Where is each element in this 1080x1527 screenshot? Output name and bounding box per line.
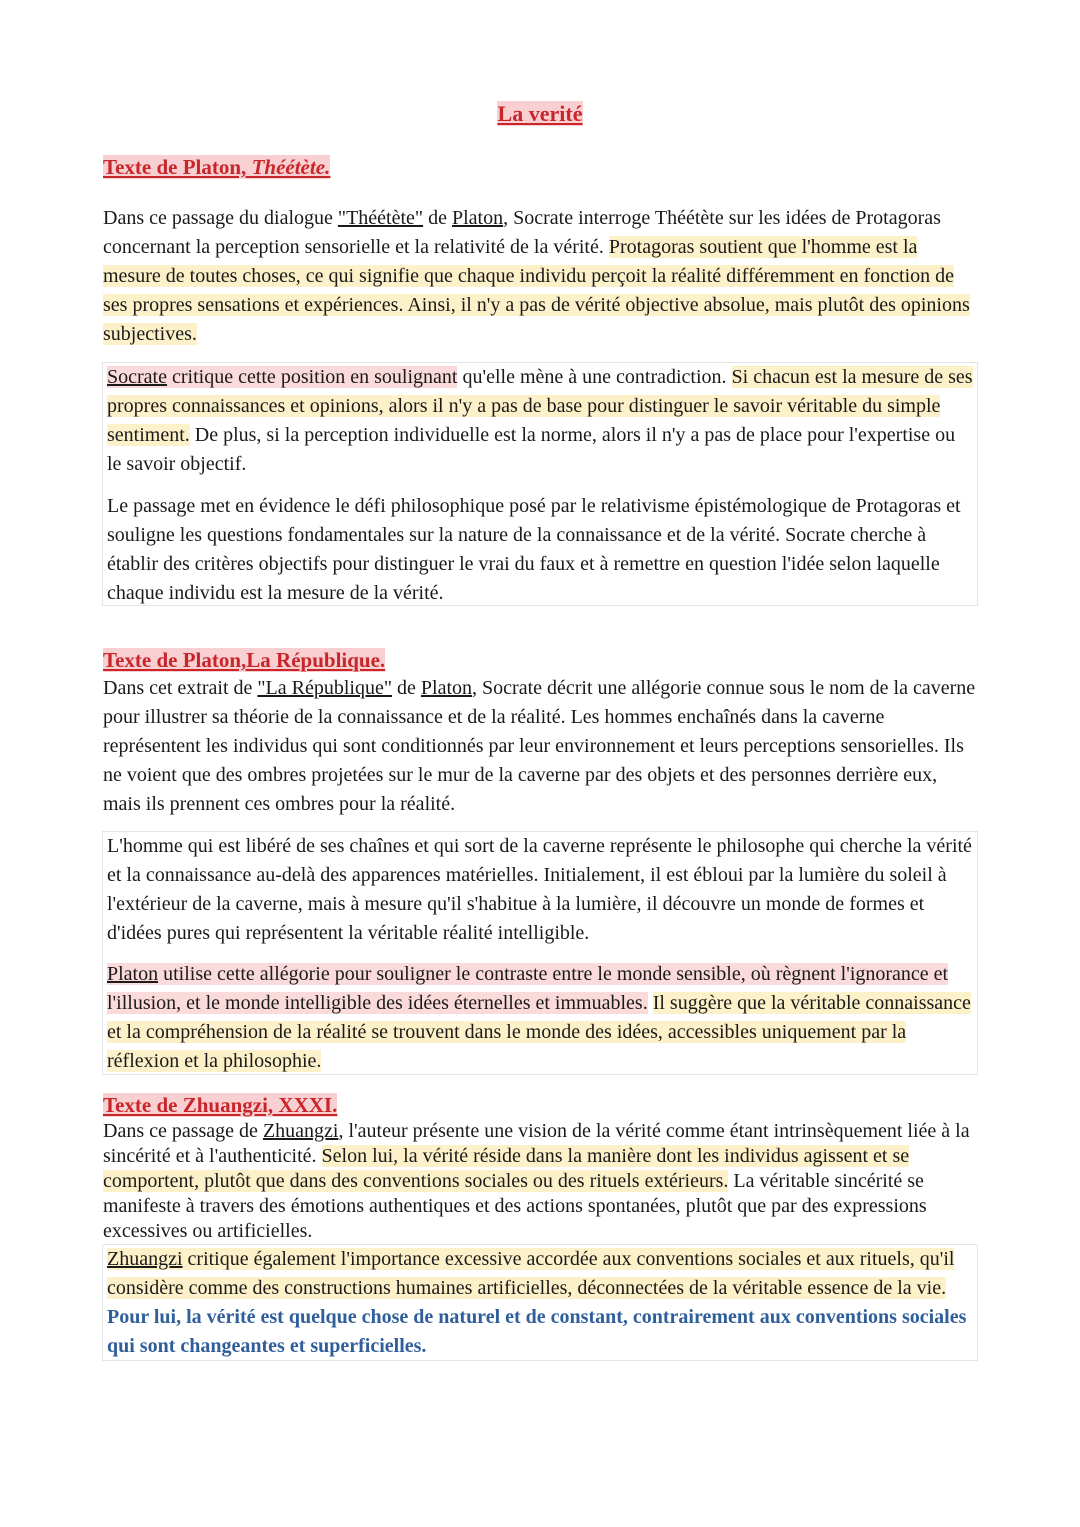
text-run: L'homme qui est libéré de ses chaînes et qui sort de la caverne représente le philosophe qui cherche la vérité et la connaissance au-delà des apparences matérielles. Initialement, il est ébloui par la lumière du soleil à l'extérieur de la caverne, mais à mesure qu'il s'habitue à la lumière, il découvre un monde de formes et d'idées pures qui représentent la véritable réalité intelligible. — [107, 835, 972, 944]
highlighted-text: Pour lui, la vérité est quelque chose de naturel et de constant, contrairement aux conventions sociales qui sont changeantes et superficielles. — [107, 1306, 967, 1357]
section-0-paragraphs — [103, 204, 978, 349]
paragraph — [107, 960, 973, 1076]
underlined-term: Socrate — [107, 366, 167, 388]
paragraph — [107, 832, 973, 948]
text-run: La véritable sincérité se manifeste à travers des émotions authentiques et des actions spontanées, plutôt que par des expressions excessives ou artificielles. — [103, 1170, 927, 1242]
text-run: , Socrate décrit une allégorie connue sous le nom de la caverne pour illustrer sa théorie de la connaissance et de la réalité. Les hommes enchaînés dans la caverne représentent les individus qui sont conditionnés par leur environnement et leurs perceptions sensorielles. Ils ne voient que des ombres projetées sur le mur de la caverne par des objets et des personnes derrière eux, mais ils prennent ces ombres pour la réalité. — [103, 677, 976, 815]
section-2-box — [102, 1244, 978, 1361]
highlighted-text: critique cette position en soulignant — [166, 366, 458, 388]
underlined-term: Zhuangzi — [262, 1120, 339, 1142]
document-title — [0, 101, 1080, 127]
paragraph — [103, 1119, 978, 1244]
text-run: Dans ce passage du dialogue — [103, 207, 338, 229]
paragraph — [103, 674, 978, 819]
underlined-term: Platon — [420, 677, 473, 699]
text-run — [648, 992, 653, 1014]
text-run: Le passage met en évidence le défi philosophique posé par le relativisme épistémologique de Protagoras et souligne les questions fondamentales sur la nature de la connaissance et de la vérité. Socrate cherche à établir des critères objectifs pour distinguer le vrai du faux et à remettre en question l'idée selon laquelle chaque individu est la mesure de la vérité. — [107, 495, 961, 604]
section-0-box — [102, 362, 978, 606]
highlighted-text: utilise cette allégorie pour souligner le contraste entre le monde sensible, où règnent l'ignorance et l'illusion, et le monde intelligible des idées éternelles et immuables. — [107, 963, 949, 1014]
text-run: Dans ce passage de — [103, 1120, 263, 1142]
paragraph — [107, 363, 973, 479]
underlined-term: Platon — [451, 207, 504, 229]
underlined-term: Zhuangzi — [107, 1248, 183, 1270]
text-run: De plus, si la perception individuelle est la norme, alors il n'y a pas de place pour l'expertise ou le savoir objectif. — [107, 424, 956, 475]
underlined-term: "Théétète" — [337, 207, 424, 229]
text-run: Dans cet extrait de — [103, 677, 258, 699]
section-heading-theetete — [103, 155, 330, 180]
paragraph — [107, 492, 973, 608]
section-2-paragraphs — [103, 1119, 978, 1244]
heading-text: Texte de Platon,La République. — [103, 648, 386, 672]
text-run: , l'auteur présente une vision de la vérité comme étant intrinsèquement liée à la sincérité et à l'authenticité. — [103, 1120, 970, 1167]
section-heading-republique — [103, 648, 385, 673]
section-1-paragraphs — [103, 674, 978, 819]
heading-italic-text: Théétète. — [251, 155, 331, 179]
underlined-term: "La République" — [257, 677, 393, 699]
highlighted-text: Protagoras soutient que l'homme est la mesure de toutes choses, ce qui signifie que chaque individu perçoit la réalité différemment en fonction de ses propres sensations et expériences. Ainsi, il n'y a pas de vérité objective absolue, mais plutôt des opinions subjectives. — [103, 236, 970, 345]
highlighted-text: critique également l'importance excessive accordée aux conventions sociales et aux rituels, qu'il considère comme des constructions humaines artificielles, déconnectées de la véritable essence de la vie. — [107, 1248, 955, 1299]
text-run: qu'elle mène à une contradiction. — [457, 366, 732, 388]
highlighted-text: Il suggère que la véritable connaissance et la compréhension de la réalité se trouvent dans le monde des idées, accessibles uniquement par la réflexion et la philosophie. — [107, 992, 971, 1072]
paragraph — [103, 204, 978, 349]
text-run: de — [423, 207, 452, 229]
highlighted-text: Si chacun est la mesure de ses propres connaissances et opinions, alors il n'y a pas de base pour distinguer le savoir véritable du simple sentiment. — [107, 366, 973, 446]
text-run: , Socrate interroge Théétète sur les idées de Protagoras concernant la perception sensorielle et la relativité de la vérité. — [103, 207, 941, 258]
heading-text: Texte de Zhuangzi, XXXI. — [103, 1093, 338, 1117]
text-run: de — [392, 677, 421, 699]
underlined-term: Platon — [107, 963, 159, 985]
section-1-box — [102, 831, 978, 1075]
section-heading-zhuangzi — [103, 1093, 337, 1118]
paragraph — [107, 1245, 973, 1361]
heading-text: Texte de Platon, — [103, 155, 252, 179]
highlighted-text: Selon lui, la vérité réside dans la manière dont les individus agissent et se comportent, plutôt que dans des conventions sociales ou des rituels extérieurs. — [103, 1145, 910, 1192]
title-text: La verité — [497, 101, 583, 126]
